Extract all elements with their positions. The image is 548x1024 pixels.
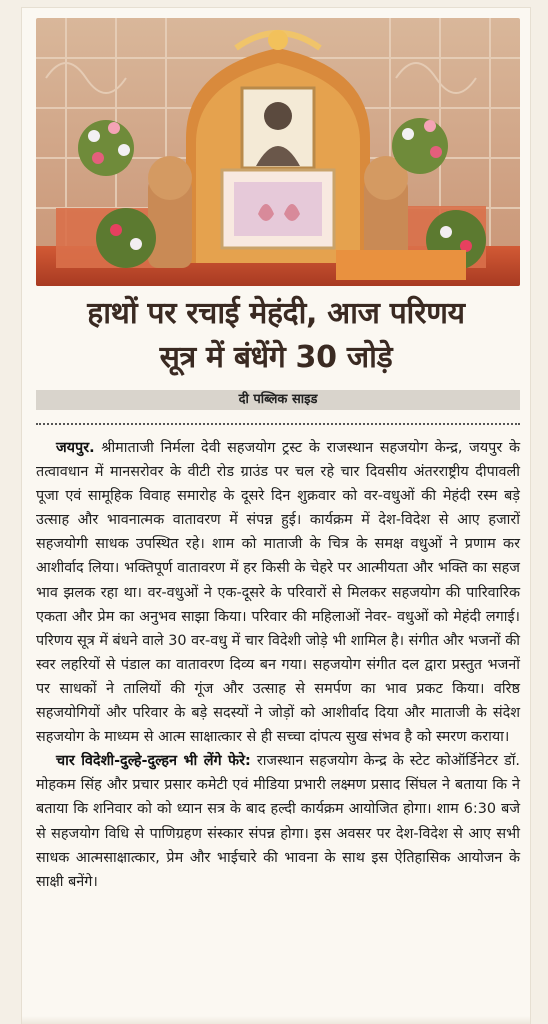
dotted-divider <box>36 423 520 425</box>
paragraph-2-text: राजस्थान सहजयोग केन्द्र के स्टेट कोऑर्डिनेटर डॉ. मोहकम सिंह और प्रचार प्रसार कमेटी एवं मीडिया प्रभारी लक्ष्मण प्रसाद सिंघल ने बताया कि ने बताया कि शनिवार को को ध्यान सत्र के बाद हल्दी कार्यक्रम आयोजित होगा। शाम 6:30 बजे से सहजयोग विधि से पाणिग्रहण संस्कार संपन्न होगा। इस अवसर पर देश-विदेश से आए सभी साधक आत्मसाक्षात्कार, प्रेम और भाईचारे की भावना के साथ इस ऐतिहासिक आयोजन के साक्षी बनेंगे। <box>36 753 521 890</box>
clipping-bottom-edge <box>22 1016 530 1024</box>
subheading: चार विदेशी-दुल्हे-दुल्हन भी लेंगे फेरे: <box>56 753 251 770</box>
article-paragraph-1 <box>36 436 520 749</box>
stage-photo-illustration <box>36 18 520 286</box>
article-body <box>36 436 520 894</box>
headline-line-1: हाथों पर रचाई मेहंदी, आज परिणय <box>87 296 465 331</box>
orange-cloth-table <box>336 250 466 280</box>
headline <box>22 292 530 380</box>
event-photo <box>36 18 520 286</box>
paragraph-1-text: श्रीमाताजी निर्मला देवी सहजयोग ट्रस्ट के राजस्थान सहजयोग केन्द्र, जयपुर के तत्वावधान में मानसरोवर के वीटी रोड ग्राउंड पर चल रहे चार दिवसीय अंतरराष्ट्रीय दीपावली पूजा एवं सामूहिक विवाह समारोह के दूसरे दिन शुक्रवार को वर-वधुओं की मेहंदी रस्म बड़े उत्साह और भावनात्मक वातावरण में संपन्न हुई। कार्यक्रम में देश-विदेश से आए हजारों सहजयोगी साधक उपस्थित रहे। शाम को माताजी के चित्र के समक्ष वधुओं ने प्रणाम कर आशीर्वाद लिया। भक्तिपूर्ण वातावरण में हर किसी के चेहरे पर आत्मीयता और भक्ति का सहज भाव झलक रहा था। वर-वधुओं ने एक-दूसरे के परिवारों से मिलकर सहजयोग की पारिवारिक एकता और प्रेम का अनुभव साझा किया। परिवार की महिलाओं नेवर- वधुओं को मेहंदी लगाई। परिणय सूत्र में बंधने वाले 30 वर-वधु में चार विदेशी जोड़े भी शामिल है। संगीत और भजनों की स्वर लहरियों से पंडाल का वातावरण दिव्य बन गया। सहजयोग संगीत दल द्वारा प्रस्तुत भजनों पर साधकों ने तालियों की गूंज और उत्साह से समर्पण का भाव प्रकट किया। वरिष्ठ सहजयोगियों और परिवार के बड़े सदस्यों ने जोड़ों को आशीर्वाद दिया और माताजी के संदेश सहजयोग के माध्यम से आत्म साक्षात्कार से ही सच्चा दांपत्य सुख संभव है को स्मरण कराया। <box>36 440 520 746</box>
byline: दी पब्लिक साइड <box>36 390 520 410</box>
feet-picture-frame <box>222 170 334 248</box>
lion-statue-left <box>148 156 192 268</box>
portrait-frame <box>242 88 314 168</box>
headline-line-2: सूत्र में बंधेंगे 30 जोड़े <box>159 340 393 375</box>
article-paragraph-2 <box>36 749 520 894</box>
dateline: जयपुर. <box>56 440 95 456</box>
newspaper-clipping <box>22 8 530 1024</box>
